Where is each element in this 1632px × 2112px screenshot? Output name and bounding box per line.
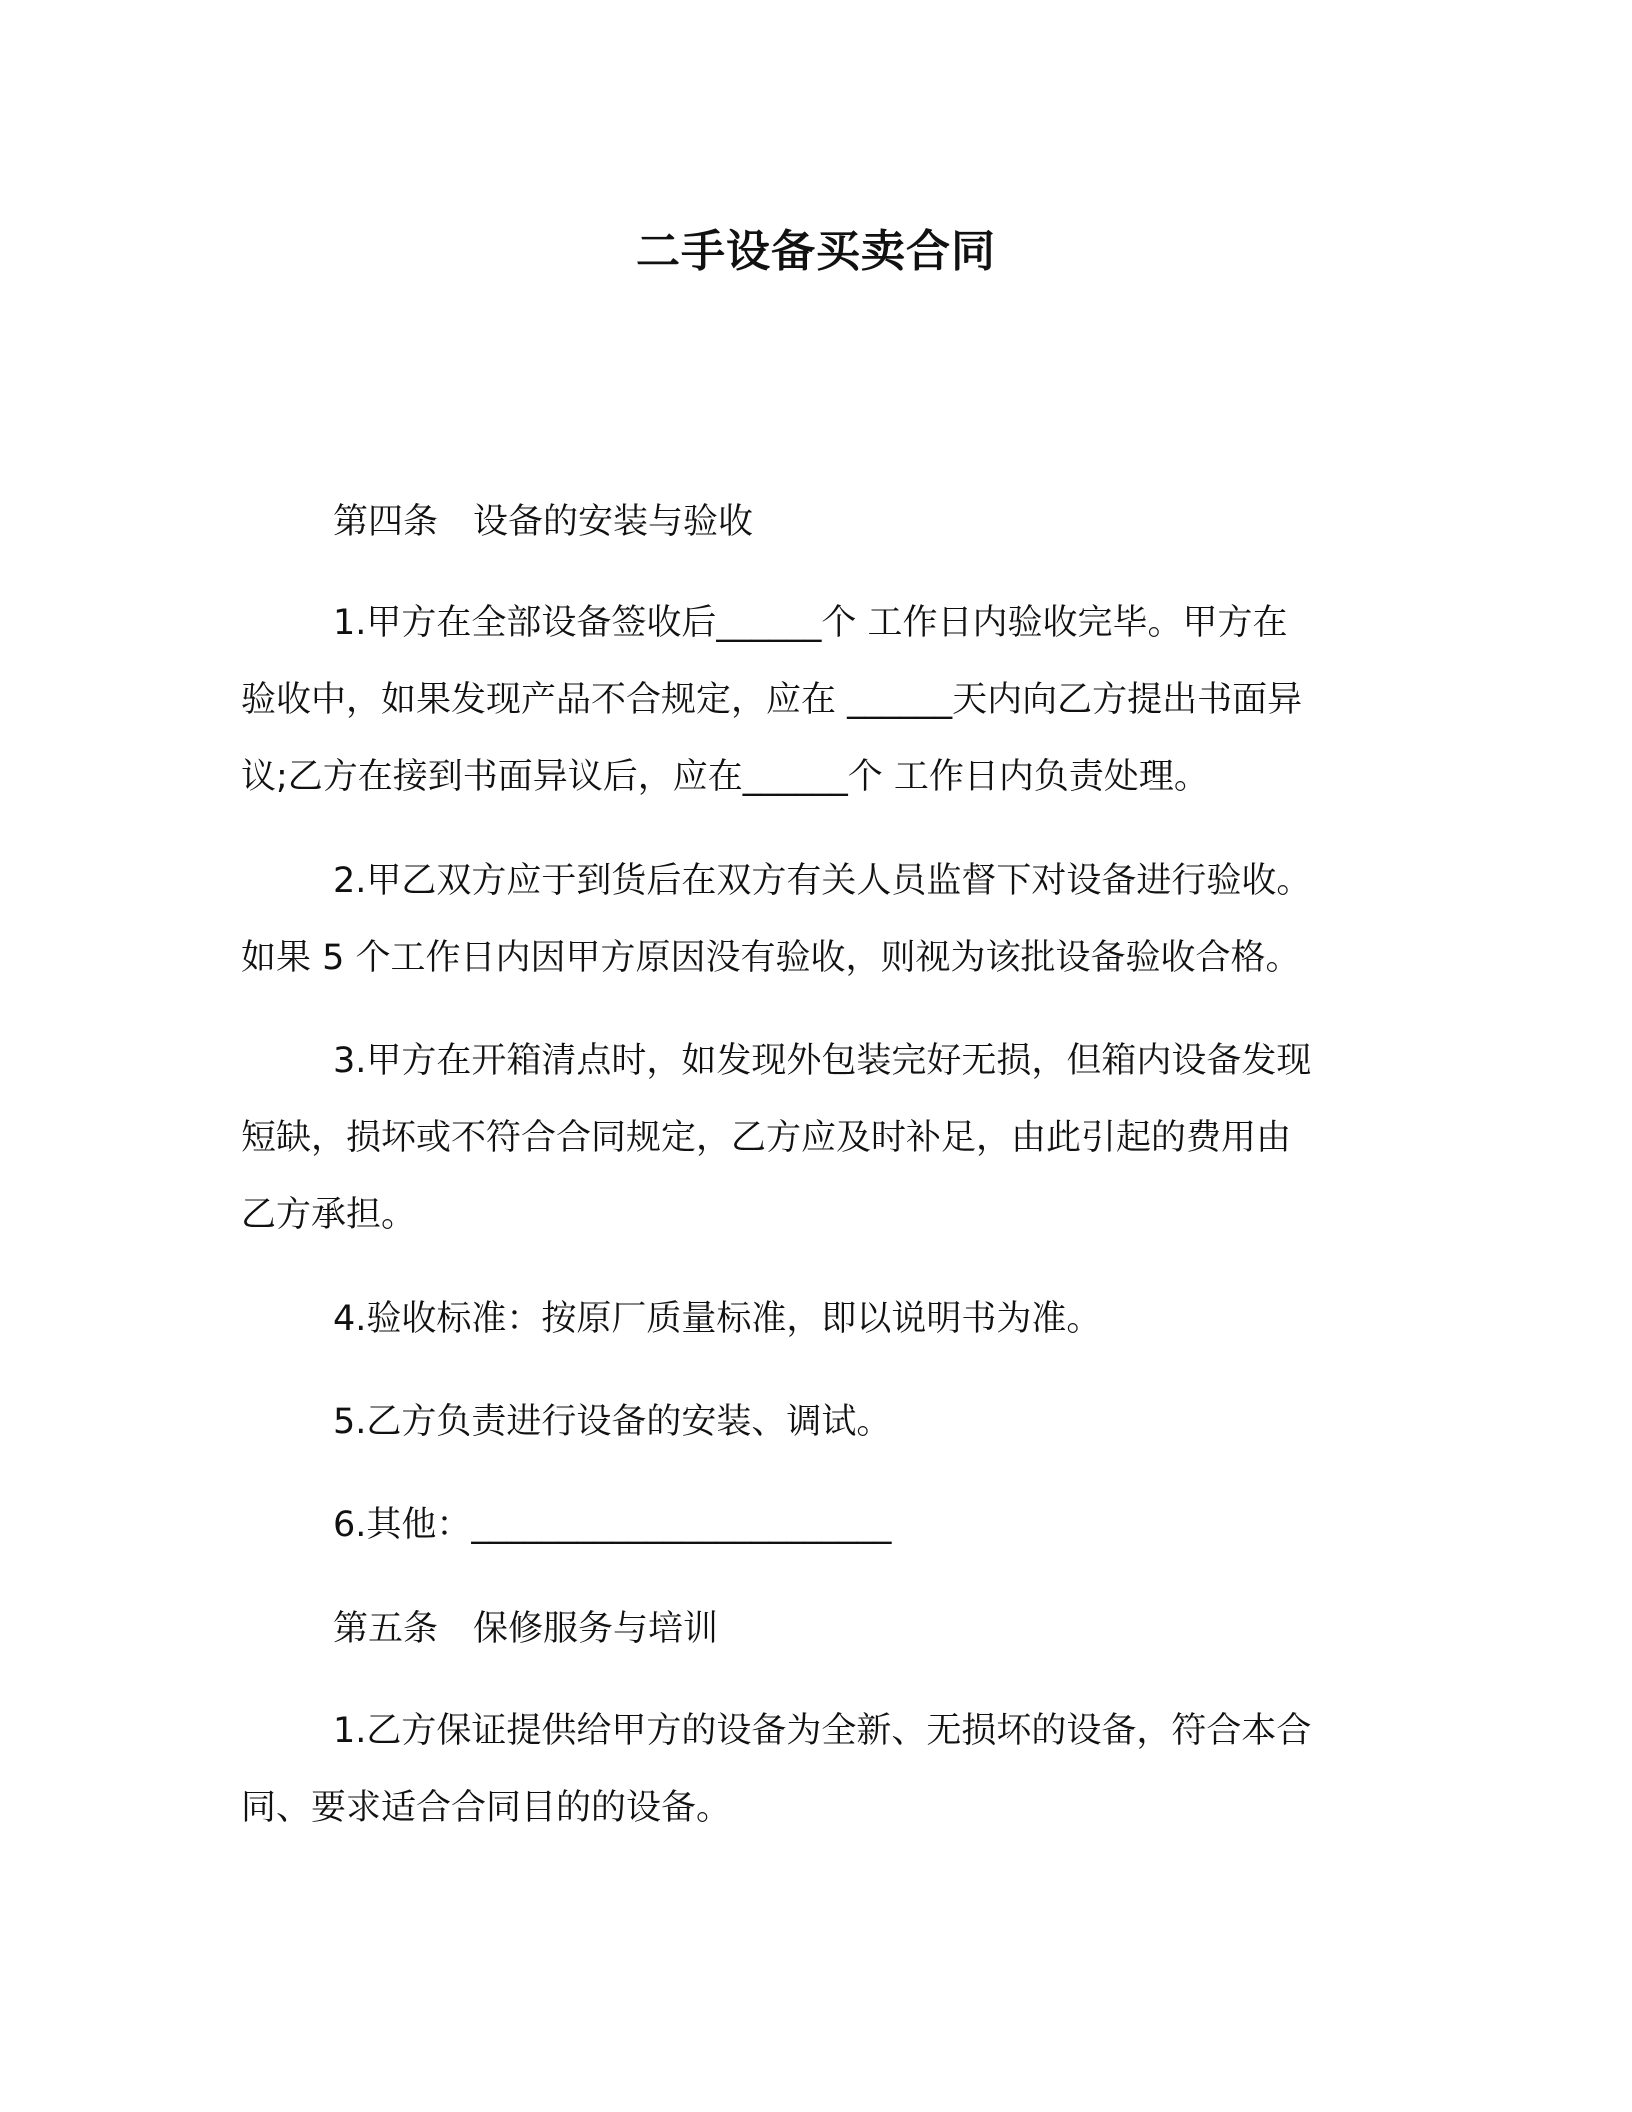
article-five-item-1-line-2: 同、要求适合合同目的的设备。 [241, 1788, 732, 1828]
article-four-item-2-line-1: 2.甲乙双方应于到货后在双方有关人员监督下对设备进行验收。 [333, 861, 1312, 901]
article-four-item-2-line-2: 如果 5 个工作日内因甲方原因没有验收，则视为该批设备验收合格。 [241, 938, 1301, 978]
article-four-item-5: 5.乙方负责进行设备的安装、调试。 [333, 1402, 892, 1442]
article-four-item-3-line-2: 短缺，损坏或不符合合同规定，乙方应及时补足，由此引起的费用由 [241, 1118, 1292, 1158]
article-four-item-3-line-1: 3.甲方在开箱清点时，如发现外包装完好无损，但箱内设备发现 [333, 1041, 1312, 1081]
article-four-item-1-line-3: 议;乙方在接到书面异议后，应在______个 工作日内负责处理。 [241, 757, 1209, 797]
article-four-item-3-line-3: 乙方承担。 [241, 1195, 417, 1235]
article-four-item-1-line-2: 验收中，如果发现产品不合规定，应在 ______天内向乙方提出书面异 [241, 680, 1303, 720]
article-four-item-6: 6.其他：________________________ [333, 1505, 892, 1545]
article-four-item-4: 4.验收标准：按原厂质量标准，即以说明书为准。 [333, 1299, 1102, 1339]
document-title: 二手设备买卖合同 [636, 226, 996, 277]
article-four-heading: 第四条 设备的安装与验收 [333, 502, 754, 542]
article-five-item-1-line-1: 1.乙方保证提供给甲方的设备为全新、无损坏的设备，符合本合 [333, 1711, 1312, 1751]
article-five-heading: 第五条 保修服务与培训 [333, 1609, 719, 1649]
article-four-item-1-line-1: 1.甲方在全部设备签收后______个 工作日内验收完毕。甲方在 [333, 603, 1288, 643]
